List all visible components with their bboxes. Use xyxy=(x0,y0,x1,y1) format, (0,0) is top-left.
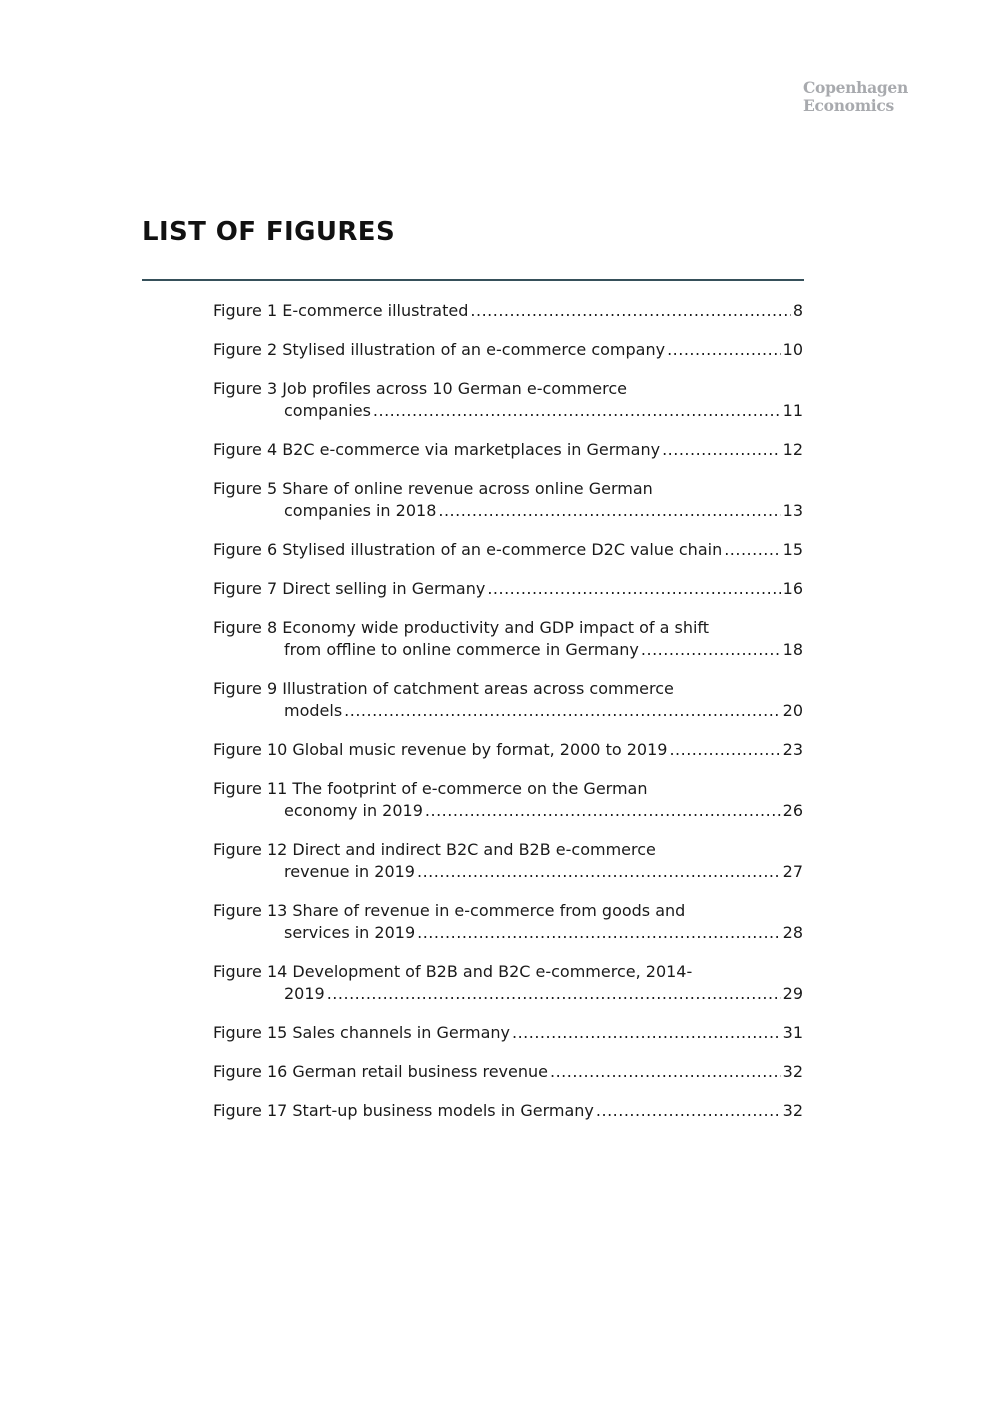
page-number: 13 xyxy=(782,501,803,520)
figure-entry-line xyxy=(213,800,803,822)
figure-entry-line xyxy=(213,500,803,522)
figure-entry-line xyxy=(213,400,803,422)
figure-entry[interactable] xyxy=(213,1022,803,1044)
dot-leader xyxy=(438,500,780,522)
figure-entry[interactable] xyxy=(213,478,803,522)
figure-title: Figure 4 B2C e-commerce via marketplaces in Germany xyxy=(213,440,661,459)
figure-entry[interactable] xyxy=(213,1061,803,1083)
figure-title: Figure 16 German retail business revenue xyxy=(213,1062,548,1081)
page-number: 16 xyxy=(782,579,803,598)
page-number: 28 xyxy=(782,923,803,942)
figure-entry-line xyxy=(213,578,803,600)
figure-title: Figure 15 Sales channels in Germany xyxy=(213,1023,510,1042)
figure-entry[interactable] xyxy=(213,900,803,944)
figure-entry-line xyxy=(213,961,803,983)
dot-leader xyxy=(641,639,781,661)
figure-title: companies xyxy=(284,401,371,420)
dot-leader xyxy=(724,539,780,561)
figure-title: Figure 7 Direct selling in Germany xyxy=(213,579,486,598)
page-number: 26 xyxy=(782,801,803,820)
figure-entry-line xyxy=(213,739,803,761)
dot-leader xyxy=(344,700,780,722)
figure-title: Figure 11 The footprint of e-commerce on the German xyxy=(213,779,648,798)
page-number: 11 xyxy=(782,401,803,420)
figure-entry-line xyxy=(213,678,803,700)
figure-entry-line xyxy=(213,861,803,883)
figure-title: Figure 3 Job profiles across 10 German e-commerce xyxy=(213,379,627,398)
figure-entry-line xyxy=(213,300,803,322)
logo-line-2: Economics xyxy=(803,96,894,115)
figure-title: companies in 2018 xyxy=(284,501,437,520)
figure-title: Figure 9 Illustration of catchment areas across commerce xyxy=(213,679,674,698)
figure-list xyxy=(213,300,803,1139)
figure-entry-line xyxy=(213,339,803,361)
figure-entry-line xyxy=(213,1100,803,1122)
page-number: 32 xyxy=(782,1062,803,1081)
dot-leader xyxy=(596,1100,781,1122)
page-number: 32 xyxy=(782,1101,803,1120)
figure-entry-line xyxy=(213,922,803,944)
figure-title: Figure 10 Global music revenue by format, 2000 to 2019 xyxy=(213,740,668,759)
dot-leader xyxy=(417,861,781,883)
page-number: 18 xyxy=(782,640,803,659)
dot-leader xyxy=(373,400,781,422)
page-number: 8 xyxy=(792,301,803,320)
figure-entry-line xyxy=(213,900,803,922)
figure-entry[interactable] xyxy=(213,839,803,883)
page-number: 23 xyxy=(782,740,803,759)
figure-title: Figure 1 E-commerce illustrated xyxy=(213,301,469,320)
page-number: 27 xyxy=(782,862,803,881)
figure-title: services in 2019 xyxy=(284,923,416,942)
figure-entry-line xyxy=(213,378,803,400)
figure-entry-line xyxy=(213,700,803,722)
title-divider xyxy=(142,279,804,281)
figure-entry-line xyxy=(213,778,803,800)
dot-leader xyxy=(662,439,781,461)
page-number: 31 xyxy=(782,1023,803,1042)
figure-entry[interactable] xyxy=(213,539,803,561)
figure-entry-line xyxy=(213,539,803,561)
figure-title: Figure 12 Direct and indirect B2C and B2B e-commerce xyxy=(213,840,656,859)
figure-title: Figure 13 Share of revenue in e-commerce from goods and xyxy=(213,901,686,920)
figure-entry[interactable] xyxy=(213,578,803,600)
logo-line-1: Copenhagen xyxy=(803,78,908,97)
figure-title: Figure 5 Share of online revenue across online German xyxy=(213,479,653,498)
page-number: 12 xyxy=(782,440,803,459)
company-logo xyxy=(803,79,908,115)
dot-leader xyxy=(327,983,781,1005)
figure-title: revenue in 2019 xyxy=(284,862,415,881)
page-number: 20 xyxy=(782,701,803,720)
dot-leader xyxy=(550,1061,781,1083)
figure-title: Figure 14 Development of B2B and B2C e-commerce, 2014- xyxy=(213,962,693,981)
figure-title: Figure 6 Stylised illustration of an e-commerce D2C value chain xyxy=(213,540,723,559)
figure-entry[interactable] xyxy=(213,1100,803,1122)
figure-entry-line xyxy=(213,478,803,500)
figure-title: Figure 8 Economy wide productivity and GDP impact of a shift xyxy=(213,618,710,637)
figure-entry-line xyxy=(213,839,803,861)
dot-leader xyxy=(417,922,781,944)
figure-title: models xyxy=(284,701,343,720)
figure-entry[interactable] xyxy=(213,339,803,361)
page-title: LIST OF FIGURES xyxy=(142,217,396,247)
dot-leader xyxy=(512,1022,781,1044)
figure-entry[interactable] xyxy=(213,439,803,461)
figure-entry-line xyxy=(213,1061,803,1083)
dot-leader xyxy=(487,578,780,600)
dot-leader xyxy=(667,339,781,361)
figure-entry-line xyxy=(213,983,803,1005)
figure-entry-line xyxy=(213,439,803,461)
page-number: 10 xyxy=(782,340,803,359)
figure-entry[interactable] xyxy=(213,778,803,822)
figure-title: economy in 2019 xyxy=(284,801,423,820)
figure-entry[interactable] xyxy=(213,678,803,722)
figure-entry[interactable] xyxy=(213,961,803,1005)
figure-title: from offline to online commerce in Germany xyxy=(284,640,639,659)
figure-entry-line xyxy=(213,1022,803,1044)
figure-entry[interactable] xyxy=(213,300,803,322)
dot-leader xyxy=(425,800,781,822)
figure-entry[interactable] xyxy=(213,739,803,761)
figure-title: Figure 2 Stylised illustration of an e-commerce company xyxy=(213,340,666,359)
page-number: 15 xyxy=(782,540,803,559)
dot-leader xyxy=(669,739,780,761)
figure-title: Figure 17 Start-up business models in Germany xyxy=(213,1101,594,1120)
figure-title: 2019 xyxy=(284,984,325,1003)
figure-entry[interactable] xyxy=(213,378,803,422)
page-number: 29 xyxy=(782,984,803,1003)
dot-leader xyxy=(470,300,790,322)
figure-entry[interactable] xyxy=(213,617,803,661)
figure-entry-line xyxy=(213,617,803,639)
figure-entry-line xyxy=(213,639,803,661)
